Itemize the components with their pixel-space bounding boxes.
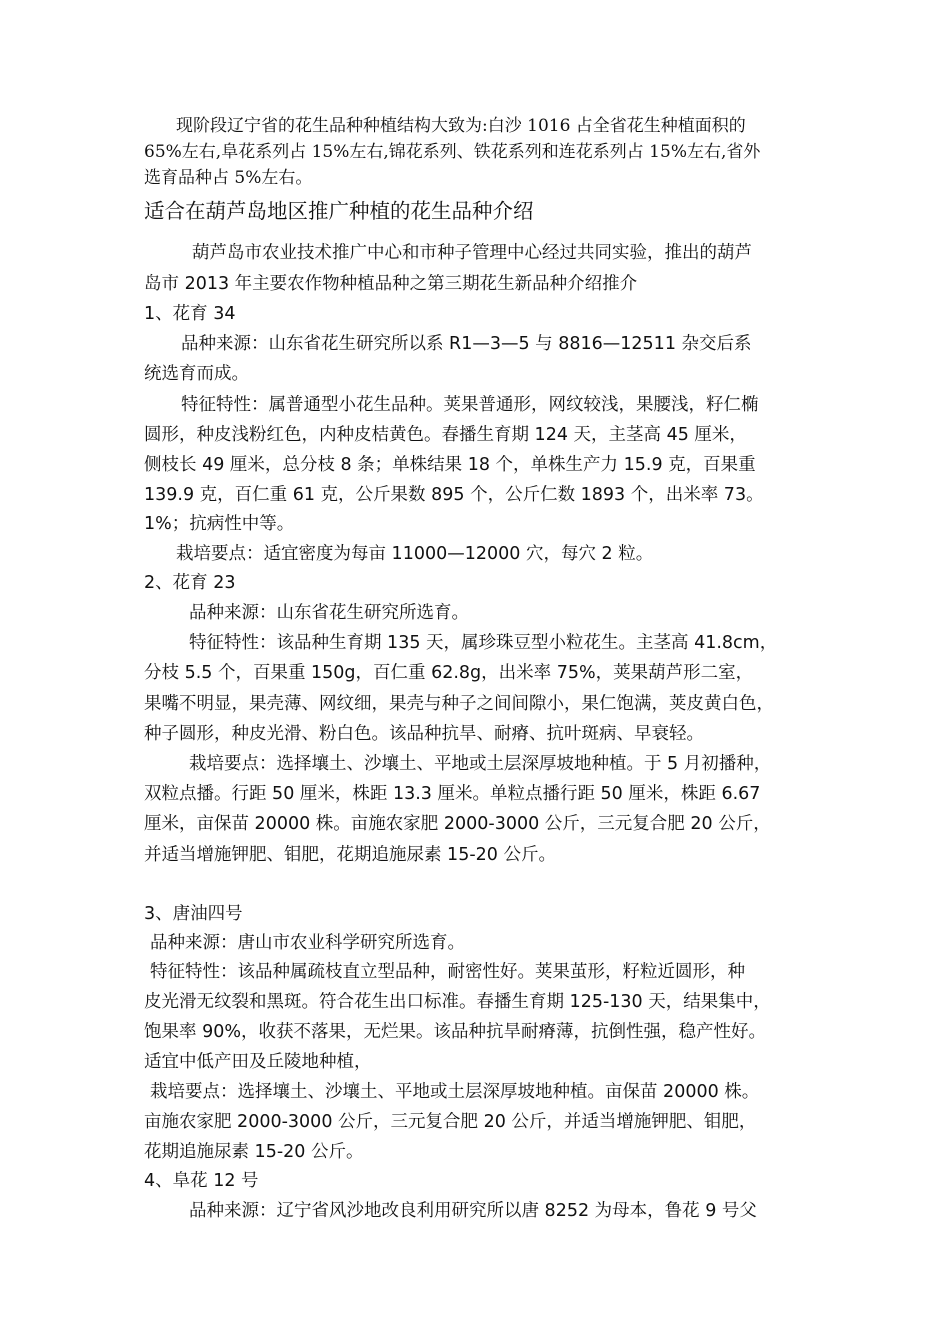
intro-line-1: 现阶段辽宁省的花生品种种植结构大致为:白沙 1016 占全省花生种植面积的 xyxy=(176,116,746,136)
variety-1-source-line-1: 品种来源：山东省花生研究所以系 R1—3—5 与 8816—12511 杂交后系 xyxy=(181,334,752,354)
variety-3-cultivation-line-3: 花期追施尿素 15-20 公斤。 xyxy=(144,1142,364,1162)
variety-3-traits-line-3: 饱果率 90%，收获不落果，无烂果。该品种抗旱耐瘠薄，抗倒性强，稳产性好。 xyxy=(144,1022,766,1042)
variety-2-source-line-1: 品种来源：山东省花生研究所选育。 xyxy=(189,603,469,623)
intro-line-2: 65%左右,阜花系列占 15%左右,锦花系列、铁花系列和连花系列占 15%左右,省外 xyxy=(144,142,761,162)
variety-1-traits-line-5: 1%；抗病性中等。 xyxy=(144,514,295,534)
variety-1-title: 1、花育 34 xyxy=(144,304,236,324)
variety-1-traits-line-1: 特征特性：属普通型小花生品种。荚果普通形，网纹较浅，果腰浅，籽仁椭 xyxy=(181,395,759,415)
lead-line-2: 岛市 2013 年主要农作物种植品种之第三期花生新品种介绍推介 xyxy=(144,274,638,294)
variety-2-traits-line-2: 分枝 5.5 个，百果重 150g，百仁重 62.8g，出米率 75%，荚果葫芦形二室， xyxy=(144,663,754,683)
variety-2-cultivation-line-2: 双粒点播。行距 50 厘米，株距 13.3 厘米。单粒点播行距 50 厘米，株距 6.67 xyxy=(144,784,761,804)
variety-4-source-line-1: 品种来源：辽宁省风沙地改良利用研究所以唐 8252 为母本，鲁花 9 号父 xyxy=(189,1201,757,1221)
variety-1-cultivation-line-1: 栽培要点：适宜密度为每亩 11000—12000 穴，每穴 2 粒。 xyxy=(176,544,654,564)
variety-3-traits-line-4: 适宜中低产田及丘陵地种植， xyxy=(144,1052,372,1072)
variety-3-title: 3、唐油四号 xyxy=(144,904,243,924)
variety-3-cultivation-line-1: 栽培要点：选择壤土、沙壤土、平地或土层深厚坡地种植。亩保苗 20000 株。 xyxy=(150,1082,760,1102)
variety-1-traits-line-2: 圆形，种皮浅粉红色，内种皮桔黄色。春播生育期 124 天，主茎高 45 厘米， xyxy=(144,425,747,445)
variety-4-title: 4、阜花 12 号 xyxy=(144,1171,259,1191)
variety-2-cultivation-line-1: 栽培要点：选择壤土、沙壤土、平地或土层深厚坡地种植。于 5 月初播种， xyxy=(189,754,772,774)
variety-2-cultivation-line-3: 厘米，亩保苗 20000 株。亩施农家肥 2000-3000 公斤，三元复合肥 20 公斤， xyxy=(144,814,771,834)
variety-1-source-line-2: 统选育而成。 xyxy=(144,364,249,384)
variety-2-traits-line-4: 种子圆形，种皮光滑、粉白色。该品种抗旱、耐瘠、抗叶斑病、早衰轻。 xyxy=(144,724,704,744)
variety-2-title: 2、花育 23 xyxy=(144,573,236,593)
variety-3-traits-line-2: 皮光滑无纹裂和黑斑。符合花生出口标准。春播生育期 125-130 天，结果集中， xyxy=(144,992,771,1012)
variety-2-cultivation-line-4: 并适当增施钾肥、钼肥，花期追施尿素 15-20 公斤。 xyxy=(144,845,556,865)
variety-3-traits-line-1: 特征特性：该品种属疏枝直立型品种，耐密性好。荚果茧形，籽粒近圆形，种 xyxy=(150,962,745,982)
variety-3-cultivation-line-2: 亩施农家肥 2000-3000 公斤，三元复合肥 20 公斤，并适当增施钾肥、钼肥， xyxy=(144,1112,757,1132)
section-title: 适合在葫芦岛地区推广种植的花生品种介绍 xyxy=(144,199,534,223)
variety-2-traits-line-1: 特征特性：该品种生育期 135 天，属珍珠豆型小粒花生。主茎高 41.8cm， xyxy=(189,633,778,653)
variety-3-source-line-1: 品种来源：唐山市农业科学研究所选育。 xyxy=(150,933,465,953)
variety-1-traits-line-3: 侧枝长 49 厘米，总分枝 8 条；单株结果 18 个，单株生产力 15.9 克，百果重 xyxy=(144,455,756,475)
intro-line-3: 选育品种占 5%左右。 xyxy=(144,168,313,188)
variety-1-traits-line-4: 139.9 克，百仁重 61 克，公斤果数 895 个，公斤仁数 1893 个，出米率 73。 xyxy=(144,485,764,505)
lead-line-1: 葫芦岛市农业技术推广中心和市种子管理中心经过共同实验，推出的葫芦 xyxy=(192,243,752,263)
variety-2-traits-line-3: 果嘴不明显，果壳薄、网纹细，果壳与种子之间间隙小，果仁饱满，荚皮黄白色， xyxy=(144,694,774,714)
